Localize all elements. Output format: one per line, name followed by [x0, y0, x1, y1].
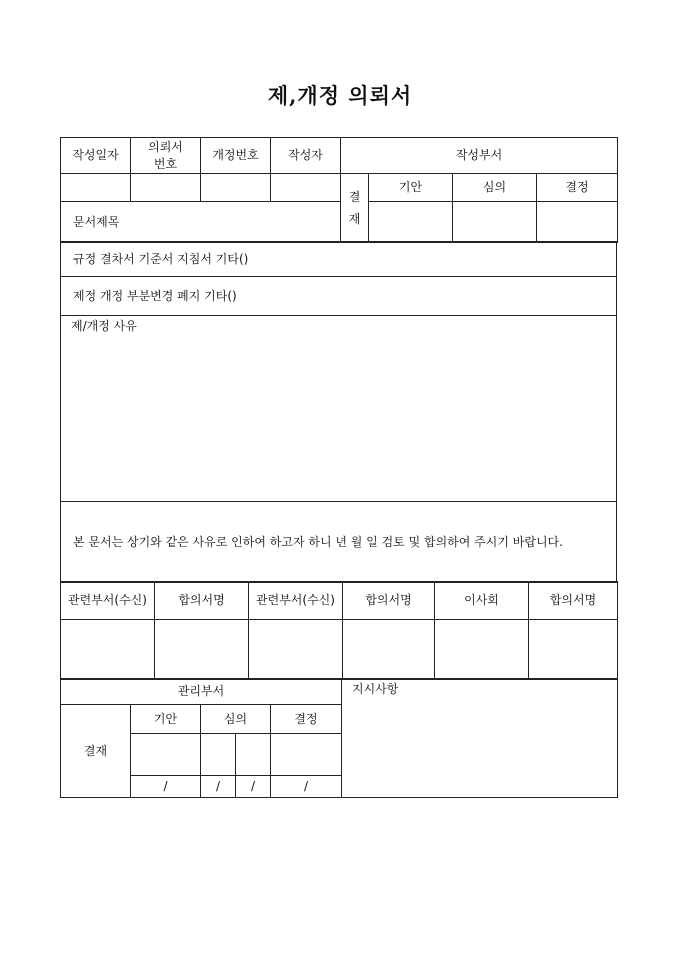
approval-decide-label: 결정 [537, 174, 618, 202]
related-dept-label-2: 관련부서(수신) [249, 582, 343, 620]
date-field[interactable] [61, 174, 131, 202]
related-dept-label-1: 관련부서(수신) [61, 582, 155, 620]
management-approval-label: 결재 [61, 705, 131, 798]
management-decide-label: 결정 [271, 705, 342, 734]
agreement-sign-field-2[interactable] [343, 620, 435, 680]
management-review-sign-1[interactable] [201, 734, 236, 776]
agreement-sign-label-1: 합의서명 [155, 582, 249, 620]
document-title: 제,개정 의뢰서 [267, 83, 413, 108]
management-decide-date[interactable]: / [271, 776, 342, 798]
author-dept-label: 작성부서 [341, 138, 618, 174]
action-type-line[interactable]: 제정 개정 부분변경 폐지 기타() [61, 277, 617, 316]
revision-reason-field[interactable] [61, 316, 617, 502]
board-field[interactable] [435, 620, 529, 680]
revision-number-label: 개정번호 [201, 138, 271, 174]
related-dept-section [60, 581, 617, 679]
management-review-sign-2[interactable] [236, 734, 271, 776]
approval-decide-sign[interactable] [537, 202, 618, 243]
request-number-field[interactable] [131, 174, 201, 202]
request-message: 본 문서는 상기와 같은 사유로 인하여 하고자 하니 년 월 일 검토 및 합의하여 주시기 바랍니다. [61, 502, 617, 583]
management-review-label: 심의 [201, 705, 271, 734]
management-review-date-1[interactable]: / [201, 776, 236, 798]
header-section [60, 137, 617, 242]
related-dept-field-1[interactable] [61, 620, 155, 680]
management-review-date-2[interactable]: / [236, 776, 271, 798]
approval-review-sign[interactable] [453, 202, 537, 243]
management-dept-label: 관리부서 [61, 679, 342, 705]
approval-draft-label: 기안 [369, 174, 453, 202]
approval-label: 결재 [341, 174, 369, 243]
agreement-sign-label-2: 합의서명 [343, 582, 435, 620]
agreement-sign-field-1[interactable] [155, 620, 249, 680]
management-draft-label: 기안 [131, 705, 201, 734]
author-field[interactable] [271, 174, 341, 202]
board-label: 이사회 [435, 582, 529, 620]
revision-number-field[interactable] [201, 174, 271, 202]
agreement-sign-field-3[interactable] [529, 620, 618, 680]
author-label: 작성자 [271, 138, 341, 174]
management-decide-sign[interactable] [271, 734, 342, 776]
document-type-line[interactable]: 규정 결차서 기준서 지침서 기타() [61, 242, 617, 277]
instructions-label: 지시사항 [352, 682, 399, 696]
management-section [60, 678, 617, 797]
management-draft-sign[interactable] [131, 734, 201, 776]
management-draft-date[interactable]: / [131, 776, 201, 798]
agreement-sign-label-3: 합의서명 [529, 582, 618, 620]
date-label: 작성일자 [61, 138, 131, 174]
request-number-label: 의뢰서 번호 [131, 138, 201, 174]
document-title-label: 문서제목 [61, 202, 341, 243]
body-section [60, 241, 617, 582]
revision-reason-label: 제/개정 사유 [71, 319, 137, 333]
approval-review-label: 심의 [453, 174, 537, 202]
related-dept-field-2[interactable] [249, 620, 343, 680]
instructions-field[interactable] [342, 679, 618, 798]
approval-draft-sign[interactable] [369, 202, 453, 243]
